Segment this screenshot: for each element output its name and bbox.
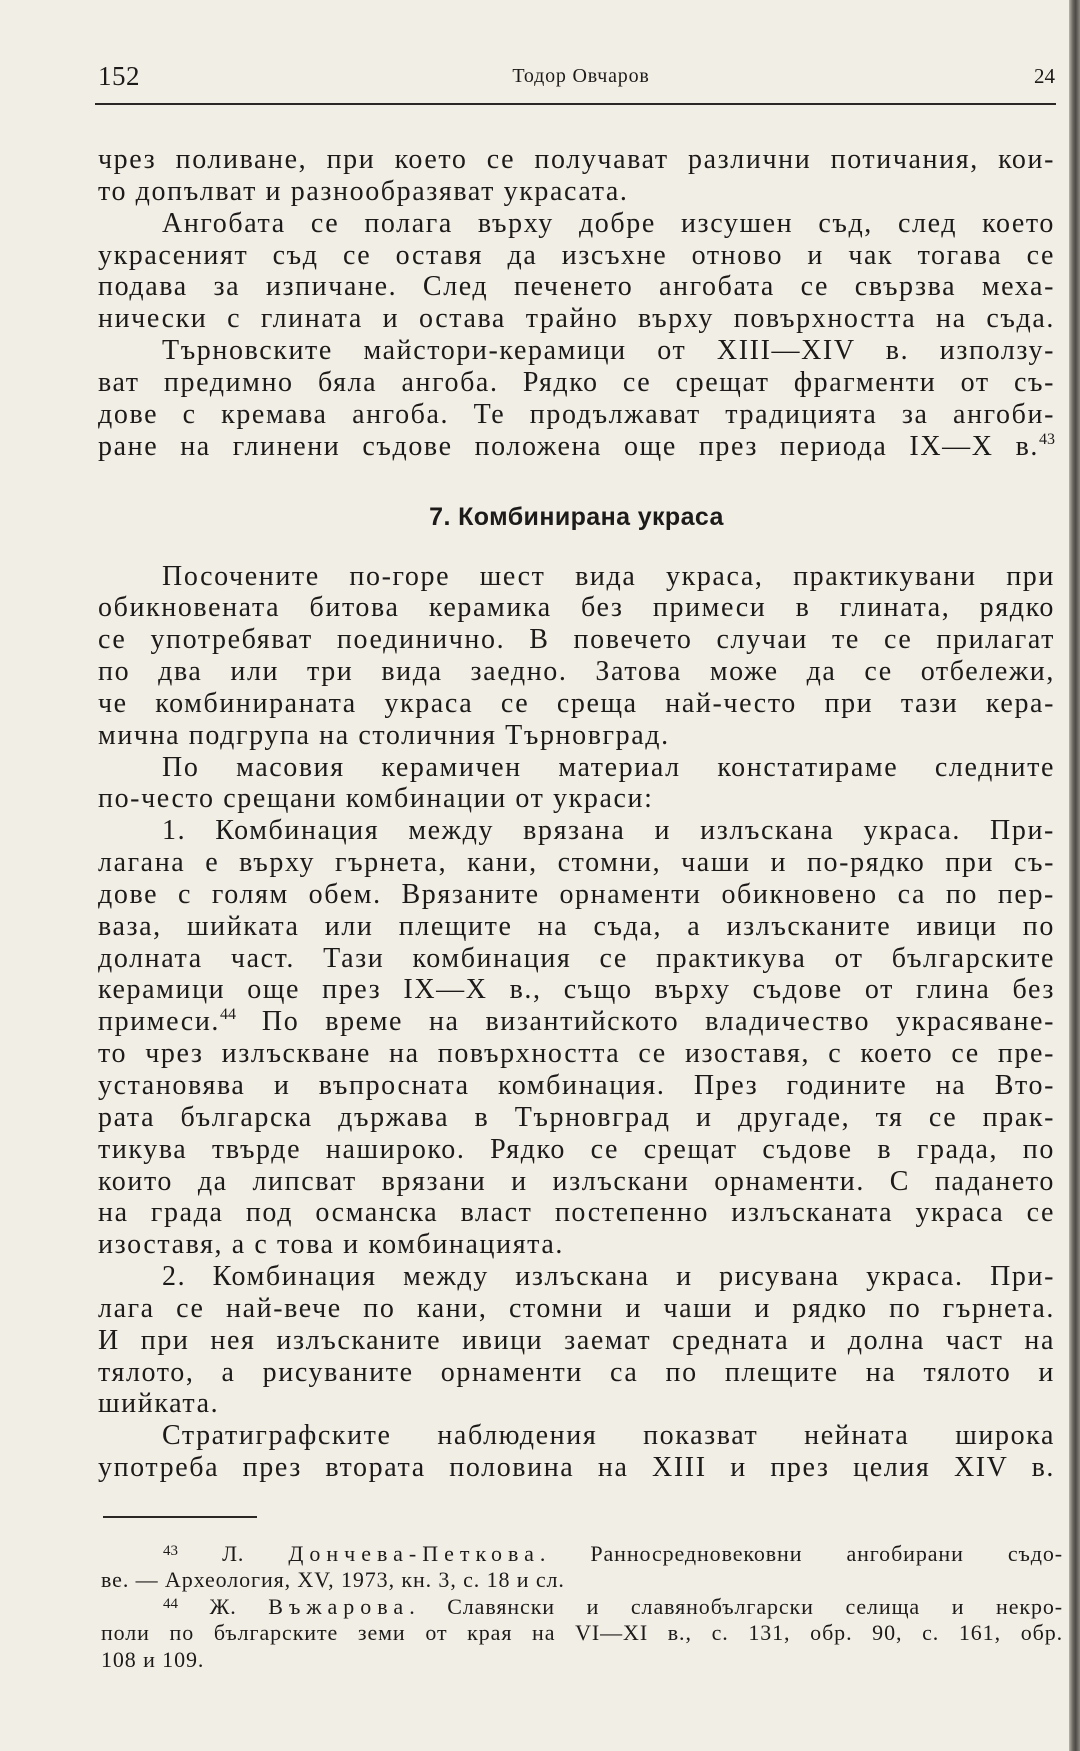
text-line: изоставя, а с това и комбинацията. [98, 1229, 564, 1261]
text-segment: ране на глинени съдове положена още през периода IX—X в. [98, 430, 1039, 462]
footnote-text: . Ранносредновековни ангобирани съдо- [539, 1540, 1063, 1566]
footnote-rule [103, 1516, 257, 1518]
text-line: И при нея излъсканите ивици заемат средната и долна част на [98, 1324, 1055, 1356]
text-line: чрез поливане, при което се получават различни потичания, кои- [98, 144, 1055, 175]
footnotes [101, 1541, 1063, 1674]
footnote-line: ве. — Археология, XV, 1973, кн. 3, с. 18 и сл. [101, 1567, 565, 1592]
text-line: украсеният съд се оставя да изсъхне отново и чак тогава се [98, 239, 1055, 271]
footnote-ref: 44 [220, 1006, 237, 1024]
text-line: установява и въпросната комбинация. През годините на Вто- [98, 1070, 1055, 1101]
header-rule [95, 103, 1056, 105]
text-line: че комбинираната украса се среща най-често при тази кера- [98, 687, 1055, 719]
text-line: по два или три вида заедно. Затова може да се отбележи, [98, 656, 1055, 688]
text-line: обикновената битова керамика без примеси в глината, рядко [98, 592, 1055, 624]
footnote-initial: Л. [222, 1540, 245, 1566]
text-line: ваза, шийката или плещите на съда, а излъсканите ивици по [98, 910, 1055, 942]
text-line [98, 1006, 1055, 1038]
text-line: които да липсват врязани и излъскани орнаменти. С падането [98, 1165, 1055, 1197]
footnote-line [101, 1594, 1063, 1621]
footnote-number: 44 [163, 1595, 178, 1612]
text-block-2 [98, 561, 1055, 1484]
footnote-ref: 43 [1039, 430, 1055, 448]
footnote-author: Дончева-Петкова [288, 1540, 540, 1566]
text-line: дове с кремава ангоба. Те продължават традицията за ангоби- [98, 398, 1055, 430]
footnote-author: Въжарова [268, 1593, 410, 1619]
text-line: Ангобата се полага върху добре изсушен съд, след което [162, 207, 1055, 239]
footnote-line [101, 1541, 1063, 1568]
text-line: ват предимно бяла ангоба. Рядко се срещат фрагменти от съ- [98, 366, 1055, 398]
text-line: то чрез излъскване на повърхността се изоставя, с което се пре- [98, 1038, 1055, 1070]
text-line: Посочените по-горе шест вида украса, практикувани при [162, 560, 1055, 592]
section-number: 24 [1034, 64, 1055, 88]
text-block-1 [98, 144, 1055, 462]
footnote-line: 108 и 109. [101, 1646, 205, 1672]
text-line: по-често срещани комбинации от украси: [98, 783, 654, 815]
text-line [98, 431, 1055, 463]
section-heading: 7. Комбинирана украса [429, 503, 724, 531]
text-line: мична подгрупа на столичния Търновград. [98, 719, 670, 751]
text-line: тялото, а рисуваните орнаменти са по плещите на тялото и [98, 1356, 1055, 1388]
text-line: употреба през втората половина на XIII и през целия XIV в. [98, 1452, 1055, 1484]
footnote-text: . Славянски и славянобългарски селища и некро- [409, 1593, 1063, 1619]
text-line: тикува твърде нашироко. Рядко се срещат съдове в града, по [98, 1133, 1055, 1165]
text-line: на града под османска власт постепенно излъсканата украса се [98, 1197, 1055, 1229]
text-segment: По време на византийското владичество украсяване- [236, 1006, 1055, 1038]
text-line: рата българска държава в Търновград и другаде, тя се прак- [98, 1101, 1055, 1133]
text-line: се употребяват поединично. В повечето случаи те се прилагат [98, 624, 1055, 656]
page-number: 152 [98, 61, 140, 91]
text-line: долната част. Тази комбинация се практикува от българските [98, 942, 1055, 974]
text-line: нически с глината и остава трайно върху повърхността на съда. [98, 303, 1055, 335]
text-line: 1. Комбинация между врязана и излъскана украса. При- [162, 815, 1055, 847]
footnote-line: поли по българските земи от края на VI—XI в., с. 131, обр. 90, с. 161, обр. [101, 1620, 1063, 1645]
text-line: подава за изпичане. След печенето ангобата се свързва меха- [98, 271, 1055, 303]
text-line: 2. Комбинация между излъскана и рисувана украса. При- [162, 1261, 1055, 1293]
text-line: лага се най-вече по кани, стомни и чаши и рядко по гърнета. [98, 1292, 1055, 1324]
text-line: По масовия керамичен материал констатираме следните [162, 751, 1055, 783]
text-segment: примеси. [98, 1006, 221, 1038]
text-line: Стратиграфските наблюдения показват нейната широка [162, 1420, 1055, 1452]
footnote-number: 43 [163, 1542, 178, 1559]
text-line: дове с голям обем. Врязаните орнаменти обикновено са по пер- [98, 878, 1055, 910]
text-line: то допълват и разнообразяват украсата. [98, 175, 629, 207]
page-edge-shadow [1069, 0, 1080, 1751]
text-line: лагана е върху гърнета, кани, стомни, чаши и по-рядко при съ- [98, 847, 1055, 879]
running-title: Тодор Овчаров [512, 65, 650, 87]
text-line: шийката. [98, 1388, 220, 1420]
footnote-initial: Ж. [209, 1593, 237, 1619]
text-line: Търновските майстори-керамици от XIII—XIV в. използу- [162, 335, 1055, 367]
text-line: керамици още през IX—X в., също върху съдове от глина без [98, 974, 1055, 1006]
